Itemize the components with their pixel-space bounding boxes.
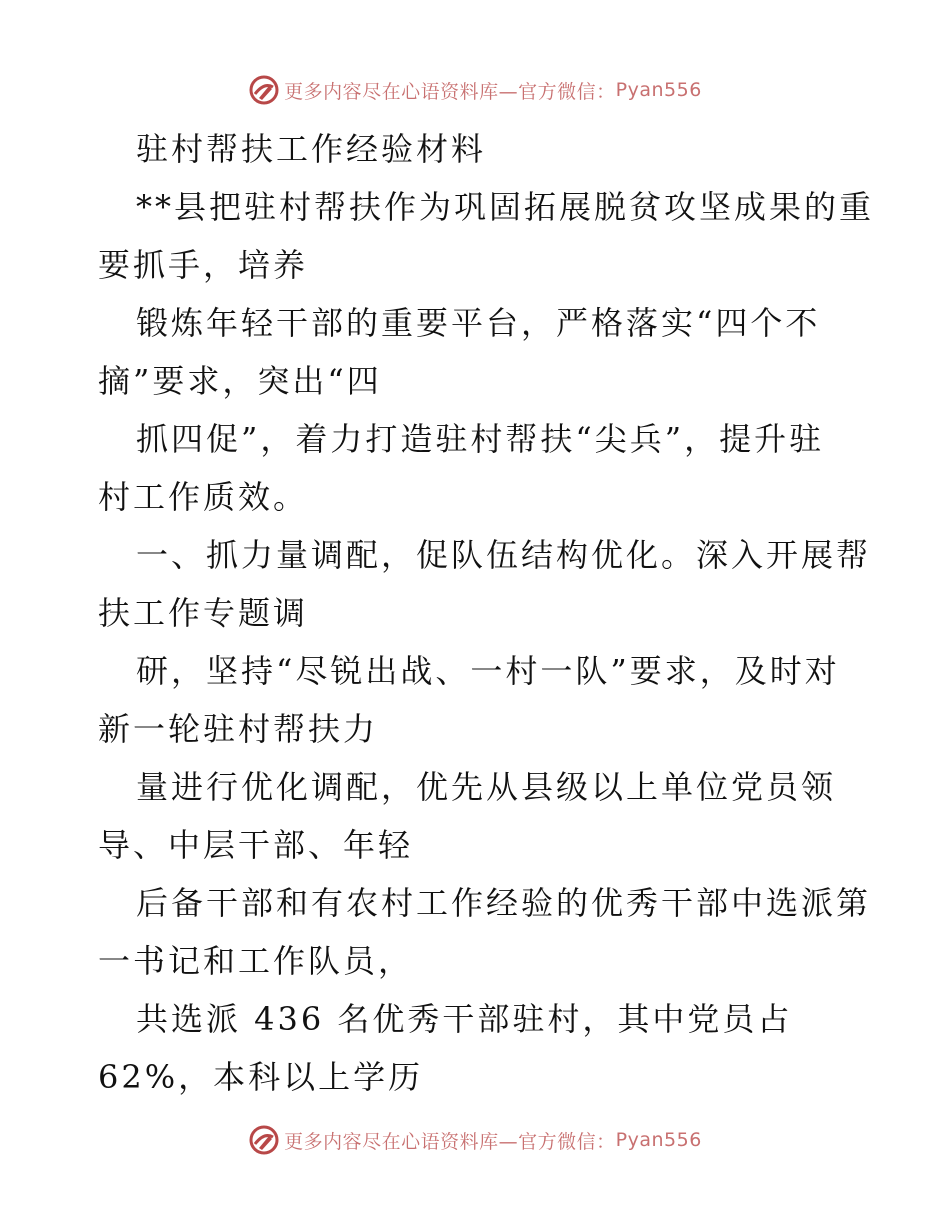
document-body	[98, 120, 875, 1106]
paragraph-line: 摘”要求，突出“四	[98, 362, 382, 400]
header-banner	[0, 70, 950, 110]
paragraph-line: 一书记和工作队员，	[98, 942, 414, 980]
paragraph-line: 扶工作专题调	[98, 594, 309, 632]
paragraph-line: 研，坚持“尽锐出战、一村一队”要求，及时对	[136, 652, 840, 690]
banner-handle: Pyan556	[615, 1129, 702, 1151]
paragraph-line: 共选派 436 名优秀干部驻村，其中党员占	[136, 1000, 793, 1038]
banner-text: 更多内容尽在心语资料库—官方微信：	[284, 1130, 616, 1153]
paragraph-line: 抓四促”，着力打造驻村帮扶“尖兵”，提升驻	[136, 420, 825, 458]
paragraph-line: 导、中层干部、年轻	[98, 826, 414, 864]
paragraph-line: 量进行优化调配，优先从县级以上单位党员领	[136, 768, 837, 806]
paragraph-line: 一、抓力量调配，促队伍结构优化。深入开展帮	[136, 536, 872, 574]
banner-handle: Pyan556	[615, 79, 702, 101]
footer-banner	[0, 1120, 950, 1160]
banner-text: 更多内容尽在心语资料库—官方微信：	[284, 80, 616, 103]
paragraph-line: 锻炼年轻干部的重要平台，严格落实“四个不	[136, 304, 821, 342]
logo-icon	[248, 74, 280, 106]
paragraph-line: 62%，本科以上学历	[98, 1058, 424, 1096]
paragraph-line: 后备干部和有农村工作经验的优秀干部中选派第	[136, 884, 872, 922]
paragraph-line: **县把驻村帮扶作为巩固拓展脱贫攻坚成果的重	[136, 188, 875, 226]
document-title: 驻村帮扶工作经验材料	[136, 130, 487, 168]
logo-icon	[248, 1124, 280, 1156]
paragraph-line: 村工作质效。	[98, 478, 309, 516]
paragraph-line: 新一轮驻村帮扶力	[98, 710, 379, 748]
paragraph-line: 要抓手，培养	[98, 246, 309, 284]
